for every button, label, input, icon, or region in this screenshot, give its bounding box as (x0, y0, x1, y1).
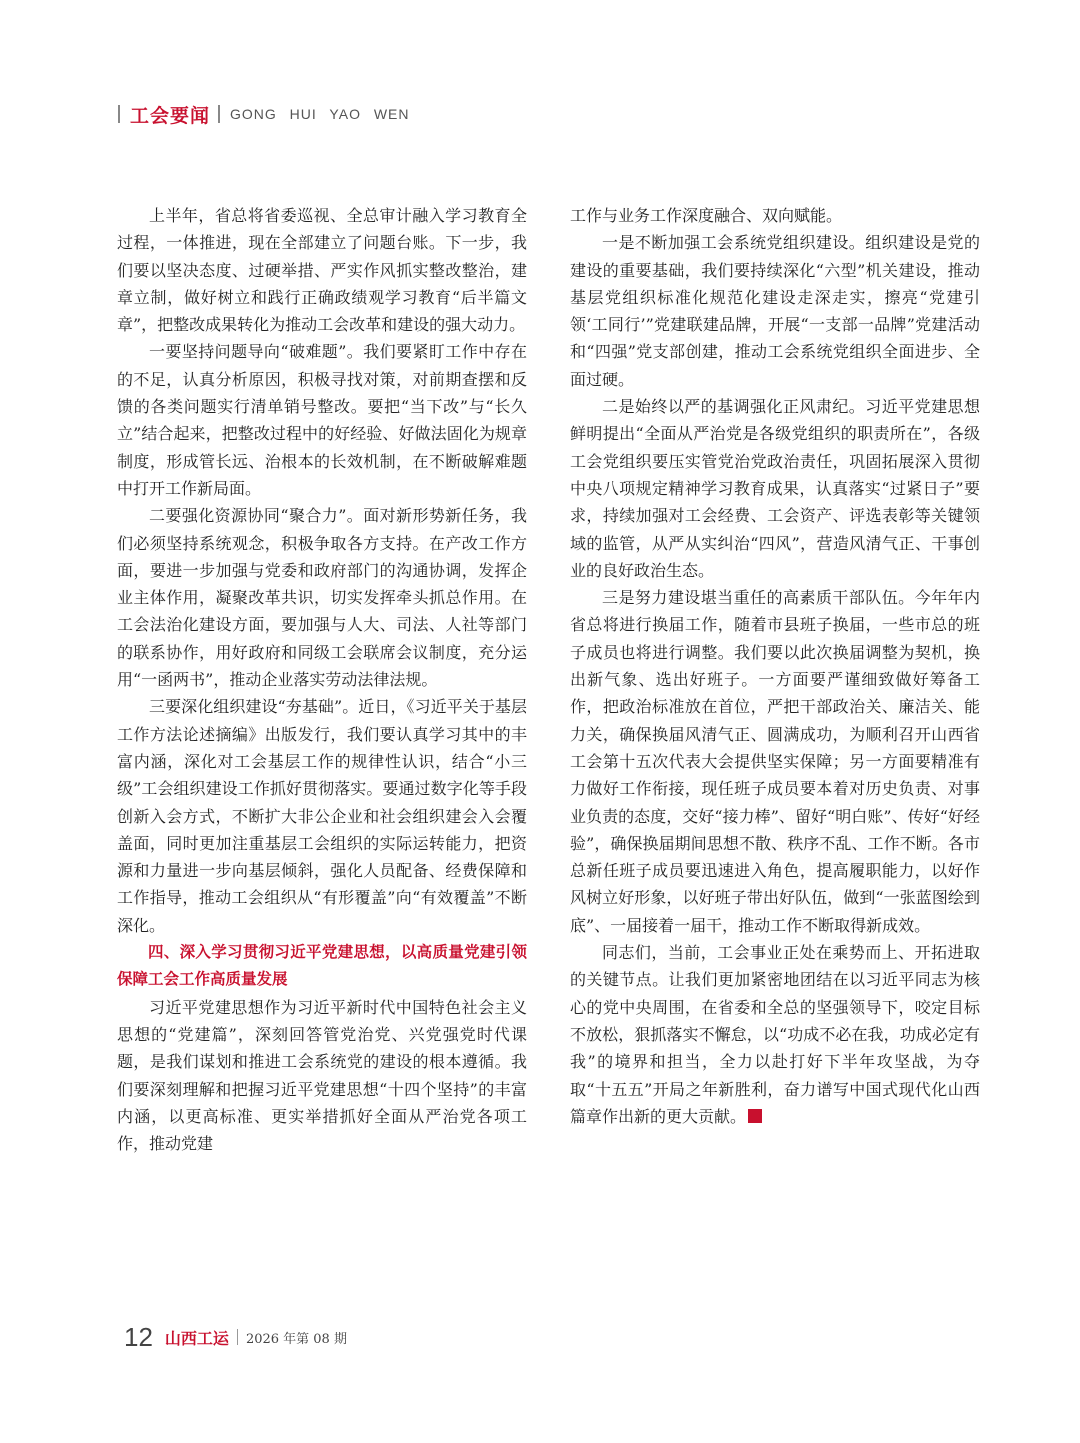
section-header (118, 100, 410, 128)
section-pinyin: GONG HUI YAO WEN (230, 106, 410, 122)
paragraph: 二要强化资源协同“聚合力”。面对新形势新任务，我们必须坚持系统观念，积极争取各方支持。在产改工作方面，要进一步加强与党委和政府部门的沟通协调，发挥企业主体作用，凝聚改革共识，切实发挥牵头抓总作用。在工会法治化建设方面，要加强与人大、司法、人社等部门的联系协作，用好政府和同级工会联席会议制度，充分运用“一函两书”，推动企业落实劳动法律法规。 (117, 506, 527, 690)
paragraph: 一是不断加强工会系统党组织建设。组织建设是党的建设的重要基础，我们要持续深化“六型”机关建设，推动基层党组织标准化规范化建设走深走实，擦亮“党建引领‘工同行’”党建联建品牌，开展“一支部一品牌”党建活动和“四强”党支部创建，推动工会系统党组织全面进步、全面过硬。 (570, 233, 980, 389)
paragraph: 习近平党建思想作为习近平新时代中国特色社会主义思想的“党建篇”，深刻回答管党治党、兴党强党时代课题，是我们谋划和推进工会系统党的建设的根本遵循。我们要深刻理解和把握习近平党建思想“十四个坚持”的丰富内涵，以更高标准、更实举措抓好全面从严治党各项工作，推动党建 (117, 997, 527, 1154)
magazine-name: 山西工运 (164, 1328, 229, 1348)
section-heading: 四、深入学习贯彻习近平党建思想，以高质量党建引领保障工会工作高质量发展 (117, 943, 527, 989)
paragraph: 三是努力建设堪当重任的高素质干部队伍。今年年内省总将进行换届工作，随着市县班子换届，一些市总的班子成员也将进行调整。我们要以此次换届调整为契机，换出新气象、选出好班子。一方面要严谨细致做好筹备工作，把政治标准放在首位，严把干部政治关、廉洁关、能力关，确保换届风清气正、圆满成功，为顺利召开山西省工会第十五次代表大会提供坚实保障；另一方面要精准有力做好工作衔接，现任班子成员要本着对历史负责、对事业负责的态度，交好“接力棒”、留好“明白账”、传好“好经验”，确保换届期间思想不散、秩序不乱、工作不断。各市总新任班子成员要迅速进入角色，提高履职能力，以好作风树立好形象，以好班子带出好队伍，做到“一张蓝图绘到底”、一届接着一届干，推动工作不断取得新成效。 (570, 588, 980, 935)
paragraph: 一要坚持问题导向“破难题”。我们要紧盯工作中存在的不足，认真分析原因，积极寻找对策，对前期查摆和反馈的各类问题实行清单销号整改。要把“当下改”与“长久立”结合起来，把整改过程中的好经验、好做法固化为规章制度，形成管长远、治根本的长效机制，在不断破解难题中打开工作新局面。 (117, 342, 527, 498)
page-footer (124, 1322, 347, 1352)
header-separator (218, 105, 220, 123)
right-column (570, 202, 980, 1130)
paragraph: 工作与业务工作深度融合、双向赋能。 (570, 206, 843, 225)
closing-paragraph (570, 939, 980, 1130)
issue-number: 2026 年第 08 期 (245, 1331, 347, 1347)
section-title: 工会要闻 (130, 104, 211, 127)
left-column (117, 202, 527, 1157)
end-mark-icon (748, 1109, 762, 1123)
paragraph: 二是始终以严的基调强化正风肃纪。习近平党建思想鲜明提出“全面从严治党是各级党组织的职责所在”，各级工会党组织要压实管党治党政治责任，巩固拓展深入贯彻中央八项规定精神学习教育成果，认真落实“过紧日子”要求，持续加强对工会经费、工会资产、评选表彰等关键领域的监管，从严从实纠治“四风”，营造风清气正、干事创业的良好政治生态。 (570, 397, 980, 580)
closing-text: 同志们，当前，工会事业正处在乘势而上、开拓进取的关键节点。让我们更加紧密地团结在以习近平同志为核心的党中央周围，在省委和全总的坚强领导下，咬定目标不放松，狠抓落实不懈怠，以“功成不必在我，功成必定有我”的境界和担当，全力以赴打好下半年攻坚战，为夺取“十五五”开局之年新胜利，奋力谱写中国式现代化山西篇章作出新的更大贡献。 (570, 943, 980, 1126)
paragraph: 上半年，省总将省委巡视、全总审计融入学习教育全过程，一体推进，现在全部建立了问题台账。下一步，我们要以坚决态度、过硬举措、严实作风抓实整改整治，建章立制，做好树立和践行正确政绩观学习教育“后半篇文章”，把整改成果转化为推动工会改革和建设的强大动力。 (117, 206, 527, 335)
page-number: 12 (124, 1321, 153, 1352)
paragraph: 三要深化组织建设“夯基础”。近日，《习近平关于基层工作方法论述摘编》出版发行，我们要认真学习其中的丰富内涵，深化对工会基层工作的规律性认识，结合“小三级”工会组织建设工作抓好贯彻落实。要通过数字化等手段创新入会方式，不断扩大非公企业和社会组织建会入会覆盖面，同时更加注重基层工会组织的实际运转能力，把资源和力量进一步向基层倾斜，强化人员配备、经费保障和工作指导，推动工会组织从“有形覆盖”向“有效覆盖”不断深化。 (117, 697, 527, 935)
footer-separator (237, 1329, 238, 1345)
header-bar (118, 105, 120, 123)
